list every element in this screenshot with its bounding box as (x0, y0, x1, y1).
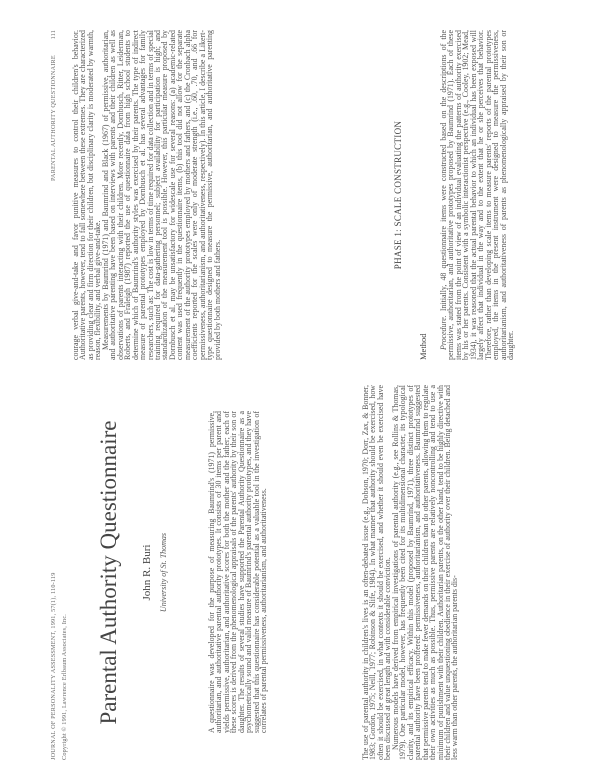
procedure-section (440, 30, 515, 360)
procedure-text: Initially, 48 questionnaire items were constructed based on the descriptions of the permissive, authoritarian, and authoritative prototypes proposed by Baumrind (1971). Each of these items was stated from the point of view of an individual evaluating the patterns of authority exercised by his or her parents. Consistent with a symbolic interactionist perspective (e.g., Cooley, 1902; Mead, 1934), it was reasoned that the actual parental behavior to which an individual has been exposed will largely affect that individual in the way and to the extent that he or she perceives that behavior. Therefore, rather than developing scale items to measure parents' reports of the parental prototypes employed, the items in the present instrument were designed to measure the permissiveness, authoritarianism, and authoritativeness of parents as phenomenologically appraised by their son or daughter. (439, 30, 516, 360)
abstract (208, 411, 268, 733)
intro-paragraph: The use of parental authority in children's lives is an often-debated issue (e.g., Dobson, 1970; Dorr, Zax, & Bonner, 1983; Gordon, 1975; Neill, 1977; Robinson & Slife, 1984). In what manner that authority should be exercised, how often it should be exercised, in what contexts it should be exercised, and whether it should even be exercised have been discussed at great length and with considerable conviction. (361, 385, 393, 760)
journal-citation: JOURNAL OF PERSONALITY ASSESSMENT, 1991, 57(1), 110-119 (50, 572, 57, 760)
author-name: John R. Buri (141, 544, 153, 601)
body-paragraph: Measurements by Baumrind (1971) and Baumrind and Black (1967) of permissive, authoritarian, and authoritative parenting have been based on interviews with parents and their children as well as observations of parents interacting with their children. More recently, Dornbusch, Ritter, Leiderman, Roberts, and Fraleigh (1987) reported the use of questionnaire data from high school students to determine which of Baumrind's authority styles was exercised by their parents. The type of indirect measure of parental prototypes employed by Dornbusch et al. has several advantages for family researchers, such as: The cost is low in terms of time required for data collection and in terms of special training required for data-gathering personnel; subject availability for participation is high; and standardization of the measurement tool is possible. However, this particular measure proposed by Dornbusch et al. may be unsatisfactory for widescale use for several reasons: (a) academic-related content was used frequently in the questionnaire items, (b) this tool did not allow for the separate measurement of the authority prototypes employed by mothers and fathers, and (c) the Cronbach alpha coefficients reported for the scales were only of moderate strength (i.e., .60, .70, and .66 for permissiveness, authoritarianism, and authoritativeness, respectively). In this article, I describe a Likert-type questionnaire designed to measure the permissive, authoritarian, and authoritative parenting provided by both mothers and fathers. (100, 30, 222, 360)
article-title: Parental Authority Questionnaire (96, 420, 121, 725)
right-page-body (72, 30, 221, 360)
abstract-text: A questionnaire was developed for the purpose of measuring Baumrind's (1971) permissive, authoritarian, and authoritative parental authority prototypes. It consists of 30 items per parent and yields permissive, authoritarian, and authoritative scores for both the mother and the father; each of these scores is derived from the phenomenological appraisals of the parents' authority by their son or daughter. The results of several studies have supported the Parental Authority Questionnaire as a psychometrically sound and valid measure of Baumrind's parental authority prototypes, and they have suggested that this questionnaire has considerable potential as a valuable tool in the investigation of correlates of parental permissiveness, authoritarianism, and authoritativeness. (207, 410, 269, 733)
running-head-title: PARENTAL AUTHORITY QUESTIONNAIRE (50, 55, 57, 182)
copyright-line: Copyright © 1991, Lawrence Erlbaum Associates, Inc. (61, 613, 68, 760)
procedure-paragraph (440, 30, 515, 360)
page-number: 111 (50, 30, 57, 40)
body-paragraph: courage verbal give-and-take and favor punitive measures to control their children's behavior. Authoritative parents, however, tend to fall somewhere between these extremes. They are characterized as providing clear and firm direction for their children, but disciplinary clarity is moderated by warmth, reason, flexibility, and verbal give-and-take. (71, 30, 103, 360)
procedure-label: Procedure. (439, 315, 448, 350)
introduction (362, 385, 459, 760)
method-subheading: Method (418, 333, 428, 360)
section-heading: PHASE 1: SCALE CONSTRUCTION (393, 120, 403, 270)
running-head (50, 30, 57, 227)
intro-paragraph: Numerous models have derived from empirical investigations of parental authority (e.g., see Rollins & Thomas, 1979). One particular model, however, has frequently been cited for its multidimensional character, its typological clarity, and its empirical efficacy. Within this model (proposed by Baumrind, 1971), three distinct prototypes of parental authority have been proffered: permissiveness, authoritarianism, and authoritativeness. Baumrind suggested that permissive parents tend to make fewer demands on their children than do other parents, allowing them to regulate their own activities as much as possible. Thus, permissive parents are relatively noncontrolling and tend to use a minimum of punishment with their children. Authoritarian parents, on the other hand, tend to be highly directive with their children and value unquestioning obedience in their exercise of authority over their children. Being detached and less warm than other parents, the authoritarian parents dis- (390, 385, 460, 760)
author-affiliation: University of St. Thomas (159, 532, 168, 613)
